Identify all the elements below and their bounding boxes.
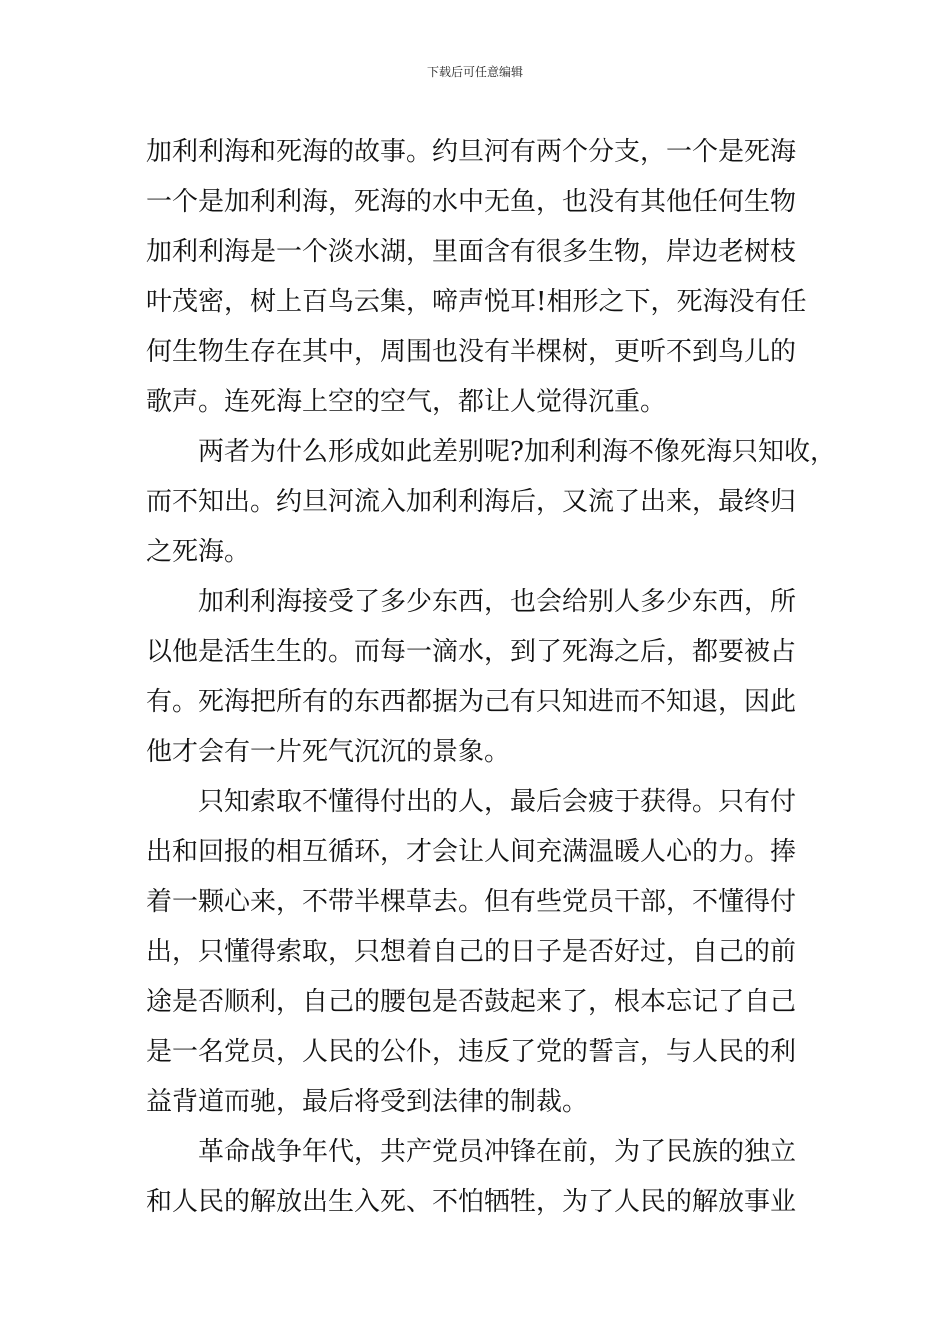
- text-line: 何生物生存在其中，周围也没有半棵树，更听不到鸟儿的: [146, 337, 797, 367]
- text-line: 歌声。连死海上空的空气，都让人觉得沉重。: [146, 387, 667, 417]
- text-line: 着一颗心来，不带半棵草去。但有些党员干部，不懂得付: [146, 887, 797, 917]
- text-line: 和人民的解放出生入死、不怕牺牲，为了人民的解放事业: [146, 1187, 797, 1217]
- text-line: 两者为什么形成如此差别呢?加利利海不像死海只知收，: [198, 437, 836, 467]
- text-line: 是一名党员，人民的公仆，违反了党的誓言，与人民的利: [146, 1037, 797, 1067]
- text-line: 出和回报的相互循环，才会让人间充满温暖人心的力。捧: [146, 837, 797, 867]
- text-line: 途是否顺利，自己的腰包是否鼓起来了，根本忘记了自己: [146, 987, 797, 1017]
- text-line: 之死海。: [146, 537, 251, 567]
- document-body: [146, 127, 836, 1227]
- text-line: 加利利海和死海的故事。约旦河有两个分支，一个是死海: [146, 137, 797, 167]
- text-line: 有。死海把所有的东西都据为己有只知进而不知退，因此: [146, 687, 797, 717]
- text-line: 益背道而驰，最后将受到法律的制裁。: [146, 1087, 589, 1117]
- text-line: 革命战争年代，共产党员冲锋在前，为了民族的独立: [198, 1137, 797, 1167]
- page-header: 下载后可任意编辑: [426, 65, 523, 79]
- text-line: 以他是活生生的。而每一滴水，到了死海之后，都要被占: [146, 637, 797, 667]
- text-line: 而不知出。约旦河流入加利利海后，又流了出来，最终归: [146, 487, 797, 517]
- text-line: 他才会有一片死气沉沉的景象。: [146, 737, 511, 767]
- text-line: 只知索取不懂得付出的人，最后会疲于获得。只有付: [198, 787, 797, 817]
- text-line: 出，只懂得索取，只想着自己的日子是否好过，自己的前: [146, 937, 797, 967]
- text-line: 加利利海是一个淡水湖，里面含有很多生物，岸边老树枝: [146, 237, 797, 267]
- text-line: 叶茂密，树上百鸟云集，啼声悦耳!相形之下，死海没有任: [146, 287, 807, 317]
- text-line: 一个是加利利海，死海的水中无鱼，也没有其他任何生物: [146, 187, 797, 217]
- text-line: 加利利海接受了多少东西，也会给别人多少东西，所: [198, 587, 797, 617]
